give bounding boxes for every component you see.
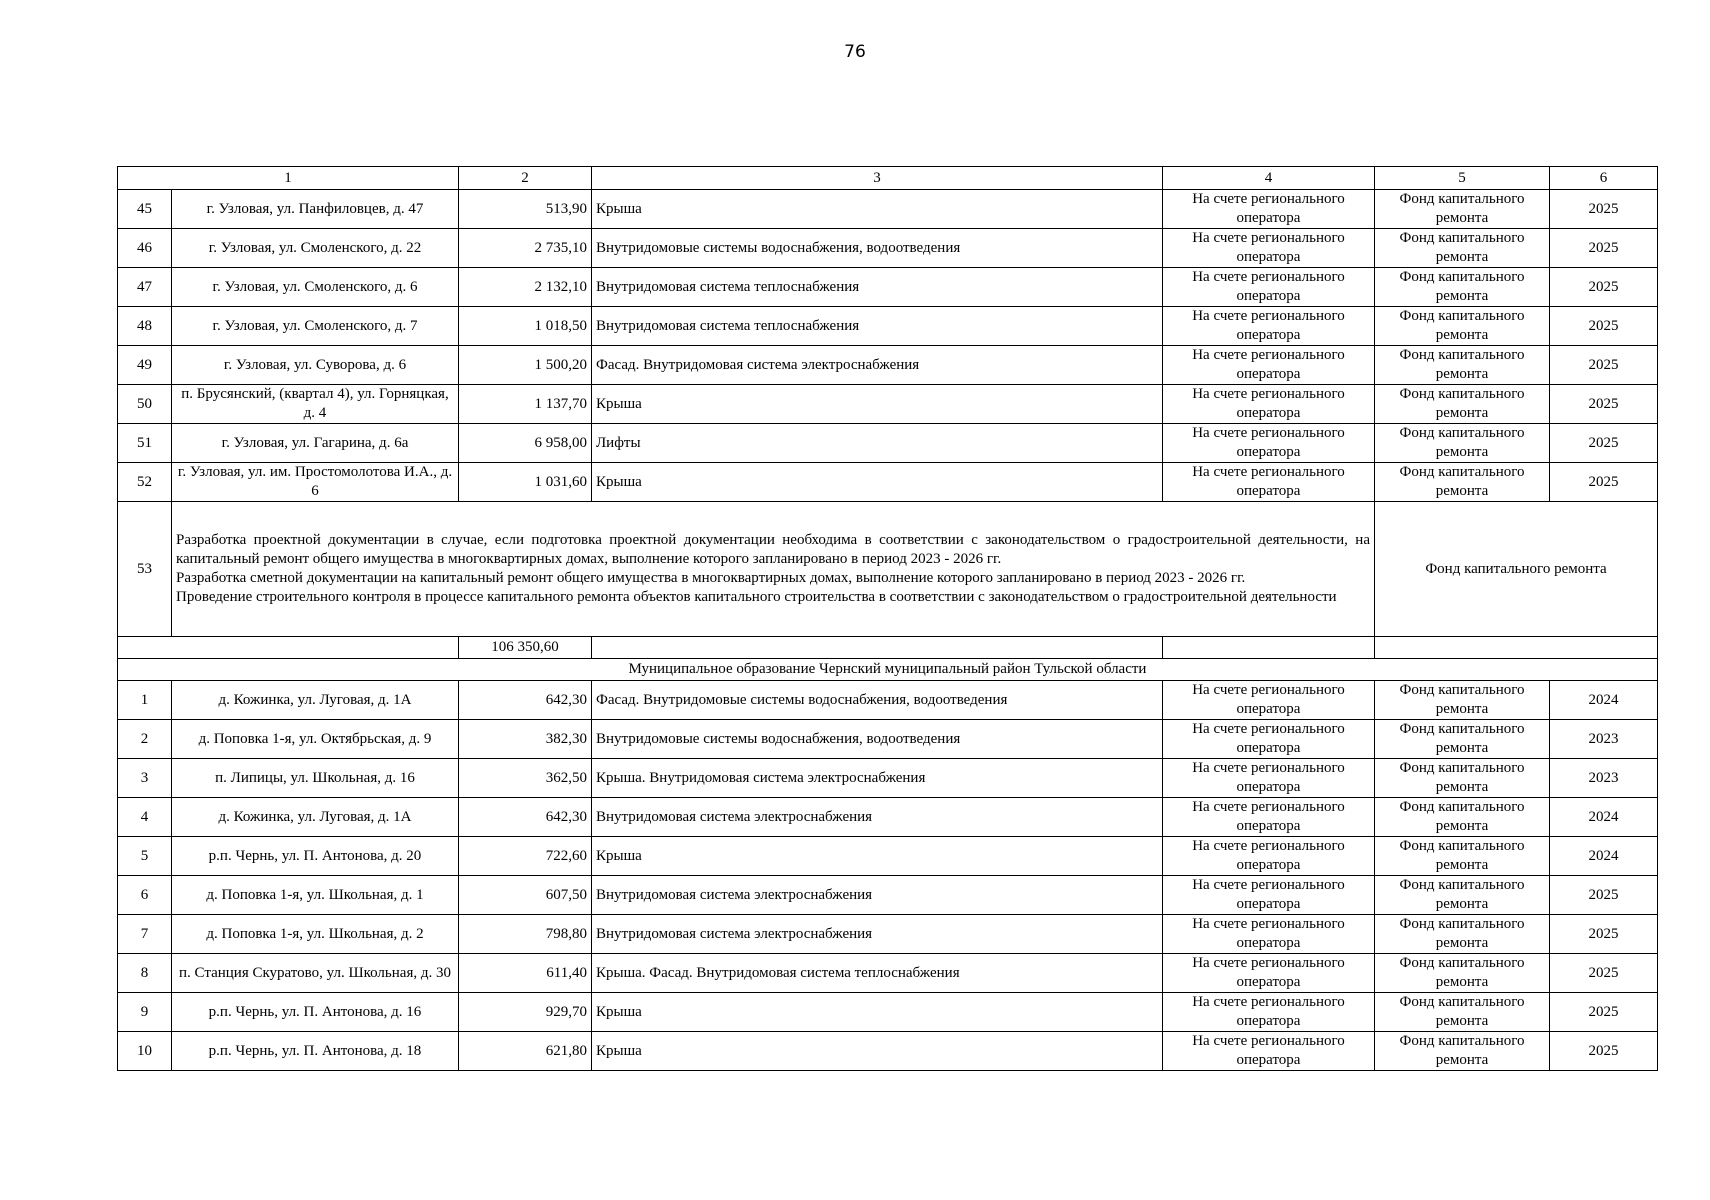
area-cell: 1 500,20 xyxy=(459,346,592,385)
column-number: 2 xyxy=(459,167,592,190)
work-type-cell: Внутридомовая система теплоснабжения xyxy=(592,268,1163,307)
area-cell: 722,60 xyxy=(459,837,592,876)
row-number: 8 xyxy=(118,954,172,993)
year-cell: 2025 xyxy=(1550,1032,1658,1071)
area-cell: 642,30 xyxy=(459,681,592,720)
year-cell: 2023 xyxy=(1550,720,1658,759)
year-cell: 2025 xyxy=(1550,915,1658,954)
year-cell: 2025 xyxy=(1550,424,1658,463)
address-cell: д. Поповка 1-я, ул. Школьная, д. 1 xyxy=(172,876,459,915)
account-method-cell: На счете регионального оператора xyxy=(1163,1032,1375,1071)
work-type-cell: Крыша xyxy=(592,993,1163,1032)
account-method-cell: На счете регионального оператора xyxy=(1163,346,1375,385)
area-cell: 611,40 xyxy=(459,954,592,993)
year-cell: 2025 xyxy=(1550,229,1658,268)
funding-source-cell: Фонд капитального ремонта xyxy=(1375,1032,1550,1071)
address-cell: г. Узловая, ул. Смоленского, д. 6 xyxy=(172,268,459,307)
area-cell: 513,90 xyxy=(459,190,592,229)
table-row xyxy=(118,268,1658,307)
total-row xyxy=(118,637,1658,659)
table-row xyxy=(118,424,1658,463)
funding-source-cell: Фонд капитального ремонта xyxy=(1375,915,1550,954)
year-cell: 2025 xyxy=(1550,993,1658,1032)
table-row xyxy=(118,190,1658,229)
funding-source-cell: Фонд капитального ремонта xyxy=(1375,720,1550,759)
work-type-cell: Внутридомовая система теплоснабжения xyxy=(592,307,1163,346)
year-cell: 2024 xyxy=(1550,681,1658,720)
table-row xyxy=(118,1032,1658,1071)
row-number: 46 xyxy=(118,229,172,268)
address-cell: д. Поповка 1-я, ул. Октябрьская, д. 9 xyxy=(172,720,459,759)
area-cell: 621,80 xyxy=(459,1032,592,1071)
year-cell: 2024 xyxy=(1550,798,1658,837)
area-cell: 2 132,10 xyxy=(459,268,592,307)
account-method-cell: На счете регионального оператора xyxy=(1163,268,1375,307)
area-cell: 382,30 xyxy=(459,720,592,759)
funding-source-cell: Фонд капитального ремонта xyxy=(1375,954,1550,993)
work-type-cell: Крыша xyxy=(592,385,1163,424)
year-cell: 2025 xyxy=(1550,954,1658,993)
funding-source-cell: Фонд капитального ремонта xyxy=(1375,993,1550,1032)
row-number: 52 xyxy=(118,463,172,502)
address-cell: г. Узловая, ул. Суворова, д. 6 xyxy=(172,346,459,385)
work-type-cell: Крыша. Фасад. Внутридомовая система теплоснабжения xyxy=(592,954,1163,993)
account-method-cell: На счете регионального оператора xyxy=(1163,190,1375,229)
area-cell: 798,80 xyxy=(459,915,592,954)
table-row xyxy=(118,915,1658,954)
table-row xyxy=(118,681,1658,720)
row-number: 9 xyxy=(118,993,172,1032)
table-row xyxy=(118,993,1658,1032)
funding-source-cell: Фонд капитального ремонта xyxy=(1375,346,1550,385)
row-number: 53 xyxy=(118,502,172,637)
account-method-cell: На счете регионального оператора xyxy=(1163,837,1375,876)
area-cell: 929,70 xyxy=(459,993,592,1032)
work-type-cell: Крыша. Внутридомовая система электроснабжения xyxy=(592,759,1163,798)
work-type-cell: Лифты xyxy=(592,424,1163,463)
account-method-cell: На счете регионального оператора xyxy=(1163,424,1375,463)
address-cell: д. Кожинка, ул. Луговая, д. 1А xyxy=(172,798,459,837)
row-number: 48 xyxy=(118,307,172,346)
design-works-description xyxy=(172,502,1375,637)
work-type-cell: Фасад. Внутридомовая система электроснабжения xyxy=(592,346,1163,385)
address-cell: р.п. Чернь, ул. П. Антонова, д. 18 xyxy=(172,1032,459,1071)
table-row xyxy=(118,798,1658,837)
funding-source-cell: Фонд капитального ремонта xyxy=(1375,190,1550,229)
description-paragraph: Проведение строительного контроля в процессе капитального ремонта объектов капитального строительства в соответствии с законодательством о градостроительной деятельности xyxy=(176,589,1337,605)
funding-source-cell: Фонд капитального ремонта xyxy=(1375,876,1550,915)
area-cell: 1 137,70 xyxy=(459,385,592,424)
year-cell: 2025 xyxy=(1550,190,1658,229)
table-row xyxy=(118,346,1658,385)
row-number: 47 xyxy=(118,268,172,307)
row-number: 10 xyxy=(118,1032,172,1071)
address-cell: г. Узловая, ул. Смоленского, д. 7 xyxy=(172,307,459,346)
funding-source-cell: Фонд капитального ремонта xyxy=(1375,798,1550,837)
address-cell: р.п. Чернь, ул. П. Антонова, д. 20 xyxy=(172,837,459,876)
column-number: 4 xyxy=(1163,167,1375,190)
work-type-cell: Внутридомовые системы водоснабжения, водоотведения xyxy=(592,229,1163,268)
account-method-cell: На счете регионального оператора xyxy=(1163,798,1375,837)
row-number: 45 xyxy=(118,190,172,229)
year-cell: 2025 xyxy=(1550,307,1658,346)
work-type-cell: Крыша xyxy=(592,837,1163,876)
address-cell: п. Брусянский, (квартал 4), ул. Горняцкая, д. 4 xyxy=(172,385,459,424)
account-method-cell: На счете регионального оператора xyxy=(1163,307,1375,346)
page-number: 76 xyxy=(844,42,866,62)
funding-source-cell: Фонд капитального ремонта xyxy=(1375,268,1550,307)
row-number: 49 xyxy=(118,346,172,385)
table-row xyxy=(118,720,1658,759)
table-row-design-works xyxy=(118,502,1658,637)
work-type-cell: Внутридомовая система электроснабжения xyxy=(592,798,1163,837)
account-method-cell: На счете регионального оператора xyxy=(1163,993,1375,1032)
account-method-cell: На счете регионального оператора xyxy=(1163,720,1375,759)
funding-source-cell: Фонд капитального ремонта xyxy=(1375,759,1550,798)
address-cell: г. Узловая, ул. им. Простомолотова И.А., д. 6 xyxy=(172,463,459,502)
funding-source-cell: Фонд капитального ремонта xyxy=(1375,424,1550,463)
row-number: 7 xyxy=(118,915,172,954)
year-cell: 2025 xyxy=(1550,463,1658,502)
column-number: 5 xyxy=(1375,167,1550,190)
address-cell: п. Станция Скуратово, ул. Школьная, д. 30 xyxy=(172,954,459,993)
table-row xyxy=(118,876,1658,915)
work-type-cell: Крыша xyxy=(592,1032,1163,1071)
column-number-row xyxy=(118,167,1658,190)
area-cell: 1 031,60 xyxy=(459,463,592,502)
funding-source-cell: Фонд капитального ремонта xyxy=(1375,681,1550,720)
account-method-cell: На счете регионального оператора xyxy=(1163,876,1375,915)
account-method-cell: На счете регионального оператора xyxy=(1163,463,1375,502)
address-cell: д. Поповка 1-я, ул. Школьная, д. 2 xyxy=(172,915,459,954)
empty-cell xyxy=(592,637,1163,659)
column-number: 1 xyxy=(118,167,459,190)
area-cell: 6 958,00 xyxy=(459,424,592,463)
year-cell: 2025 xyxy=(1550,346,1658,385)
empty-cell xyxy=(1163,637,1375,659)
work-type-cell: Внутридомовая система электроснабжения xyxy=(592,915,1163,954)
work-type-cell: Внутридомовые системы водоснабжения, водоотведения xyxy=(592,720,1163,759)
table-row xyxy=(118,385,1658,424)
address-cell: р.п. Чернь, ул. П. Антонова, д. 16 xyxy=(172,993,459,1032)
area-cell: 1 018,50 xyxy=(459,307,592,346)
capital-repair-table xyxy=(117,166,1658,1071)
account-method-cell: На счете регионального оператора xyxy=(1163,385,1375,424)
year-cell: 2025 xyxy=(1550,876,1658,915)
description-paragraph: Разработка проектной документации в случае, если подготовка проектной документации необходима в соответствии с законодательством о градостроительной деятельности, на капитальный ремонт общего имущества в многоквартирных домах, выполнение которого запланировано в период 2023 - 2026 гг. xyxy=(176,532,1370,567)
table-row xyxy=(118,837,1658,876)
funding-source-cell: Фонд капитального ремонта xyxy=(1375,385,1550,424)
address-cell: г. Узловая, ул. Смоленского, д. 22 xyxy=(172,229,459,268)
funding-source-cell: Фонд капитального ремонта xyxy=(1375,463,1550,502)
year-cell: 2024 xyxy=(1550,837,1658,876)
total-area-value: 106 350,60 xyxy=(459,637,592,659)
row-number: 3 xyxy=(118,759,172,798)
area-cell: 362,50 xyxy=(459,759,592,798)
account-method-cell: На счете регионального оператора xyxy=(1163,229,1375,268)
work-type-cell: Фасад. Внутридомовые системы водоснабжения, водоотведения xyxy=(592,681,1163,720)
row-number: 50 xyxy=(118,385,172,424)
row-number: 5 xyxy=(118,837,172,876)
funding-source-cell: Фонд капитального ремонта xyxy=(1375,229,1550,268)
address-cell: г. Узловая, ул. Панфиловцев, д. 47 xyxy=(172,190,459,229)
row-number: 1 xyxy=(118,681,172,720)
year-cell: 2025 xyxy=(1550,385,1658,424)
row-number: 4 xyxy=(118,798,172,837)
section-header-row xyxy=(118,659,1658,681)
address-cell: г. Узловая, ул. Гагарина, д. 6а xyxy=(172,424,459,463)
funding-source-cell: Фонд капитального ремонта xyxy=(1375,307,1550,346)
year-cell: 2025 xyxy=(1550,268,1658,307)
table-row xyxy=(118,759,1658,798)
account-method-cell: На счете регионального оператора xyxy=(1163,759,1375,798)
row-number: 51 xyxy=(118,424,172,463)
work-type-cell: Крыша xyxy=(592,463,1163,502)
area-cell: 642,30 xyxy=(459,798,592,837)
row-number: 2 xyxy=(118,720,172,759)
empty-cell xyxy=(1375,637,1658,659)
table-row xyxy=(118,229,1658,268)
column-number: 6 xyxy=(1550,167,1658,190)
area-cell: 607,50 xyxy=(459,876,592,915)
address-cell: п. Липицы, ул. Школьная, д. 16 xyxy=(172,759,459,798)
description-paragraph: Разработка сметной документации на капитальный ремонт общего имущества в многоквартирных домах, выполнение которого запланировано в период 2023 - 2026 гг. xyxy=(176,570,1246,586)
table-row xyxy=(118,307,1658,346)
account-method-cell: На счете регионального оператора xyxy=(1163,915,1375,954)
funding-source-cell: Фонд капитального ремонта xyxy=(1375,837,1550,876)
work-type-cell: Внутридомовая система электроснабжения xyxy=(592,876,1163,915)
funding-source-cell: Фонд капитального ремонта xyxy=(1375,502,1658,637)
table-row xyxy=(118,954,1658,993)
address-cell: д. Кожинка, ул. Луговая, д. 1А xyxy=(172,681,459,720)
account-method-cell: На счете регионального оператора xyxy=(1163,681,1375,720)
table-row xyxy=(118,463,1658,502)
account-method-cell: На счете регионального оператора xyxy=(1163,954,1375,993)
total-label-cell xyxy=(118,637,459,659)
row-number: 6 xyxy=(118,876,172,915)
column-number: 3 xyxy=(592,167,1163,190)
year-cell: 2023 xyxy=(1550,759,1658,798)
section-title: Муниципальное образование Чернский муниципальный район Тульской области xyxy=(118,659,1658,681)
work-type-cell: Крыша xyxy=(592,190,1163,229)
area-cell: 2 735,10 xyxy=(459,229,592,268)
